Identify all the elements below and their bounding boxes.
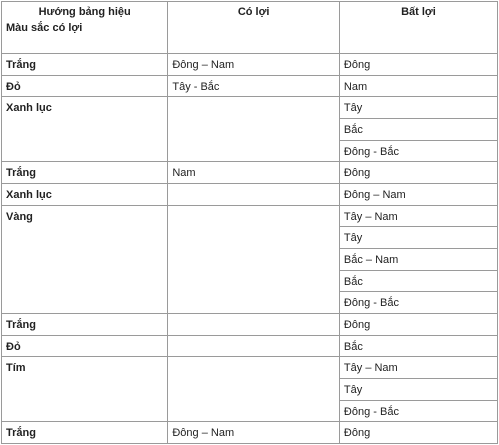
header-direction-color [2,2,168,54]
header-color: Màu sắc có lợi [6,22,83,34]
color-cell: Trắng [2,313,168,335]
bad-direction-cell: Đông - Bắc [339,400,497,422]
good-direction-cell [168,335,340,357]
header-direction: Hướng bảng hiệu [38,6,131,18]
bad-direction-cell: Nam [339,75,497,97]
bad-direction-cell: Đông – Nam [339,183,497,205]
bad-direction-cell: Bắc – Nam [339,248,497,270]
color-cell: Trắng [2,162,168,184]
good-direction-cell [168,97,340,162]
header-good: Có lợi [168,2,340,54]
good-direction-cell: Nam [168,162,340,184]
bad-direction-cell: Tây [339,97,497,119]
bad-direction-cell: Đông [339,162,497,184]
bad-direction-cell: Bắc [339,118,497,140]
table-row [2,422,498,444]
bad-direction-cell: Bắc [339,270,497,292]
header-row [2,2,498,54]
good-direction-cell [168,313,340,335]
color-cell: Đỏ [2,75,168,97]
bad-direction-cell: Tây [339,227,497,249]
feng-shui-table [1,1,498,444]
color-cell: Tím [2,357,168,422]
bad-direction-cell: Tây [339,378,497,400]
color-cell: Trắng [2,54,168,76]
table-row [2,54,498,76]
table-body [2,54,498,444]
header-bad: Bất lợi [339,2,497,54]
bad-direction-cell: Tây – Nam [339,205,497,227]
table-row [2,183,498,205]
bad-direction-cell: Đông [339,54,497,76]
good-direction-cell [168,183,340,205]
good-direction-cell: Đông – Nam [168,54,340,76]
good-direction-cell: Tây - Bắc [168,75,340,97]
bad-direction-cell: Đông [339,313,497,335]
bad-direction-cell: Đông [339,422,497,444]
bad-direction-cell: Tây – Nam [339,357,497,379]
table-row [2,313,498,335]
table-row [2,162,498,184]
color-cell: Vàng [2,205,168,313]
color-cell: Đỏ [2,335,168,357]
good-direction-cell [168,357,340,422]
color-cell: Xanh lục [2,183,168,205]
table-row [2,357,498,379]
good-direction-cell [168,205,340,313]
color-cell: Xanh lục [2,97,168,162]
good-direction-cell: Đông – Nam [168,422,340,444]
table-row [2,75,498,97]
bad-direction-cell: Đông - Bắc [339,140,497,162]
bad-direction-cell: Bắc [339,335,497,357]
table-row [2,97,498,119]
color-cell: Trắng [2,422,168,444]
bad-direction-cell: Đông - Bắc [339,292,497,314]
table-row [2,205,498,227]
table-row [2,335,498,357]
